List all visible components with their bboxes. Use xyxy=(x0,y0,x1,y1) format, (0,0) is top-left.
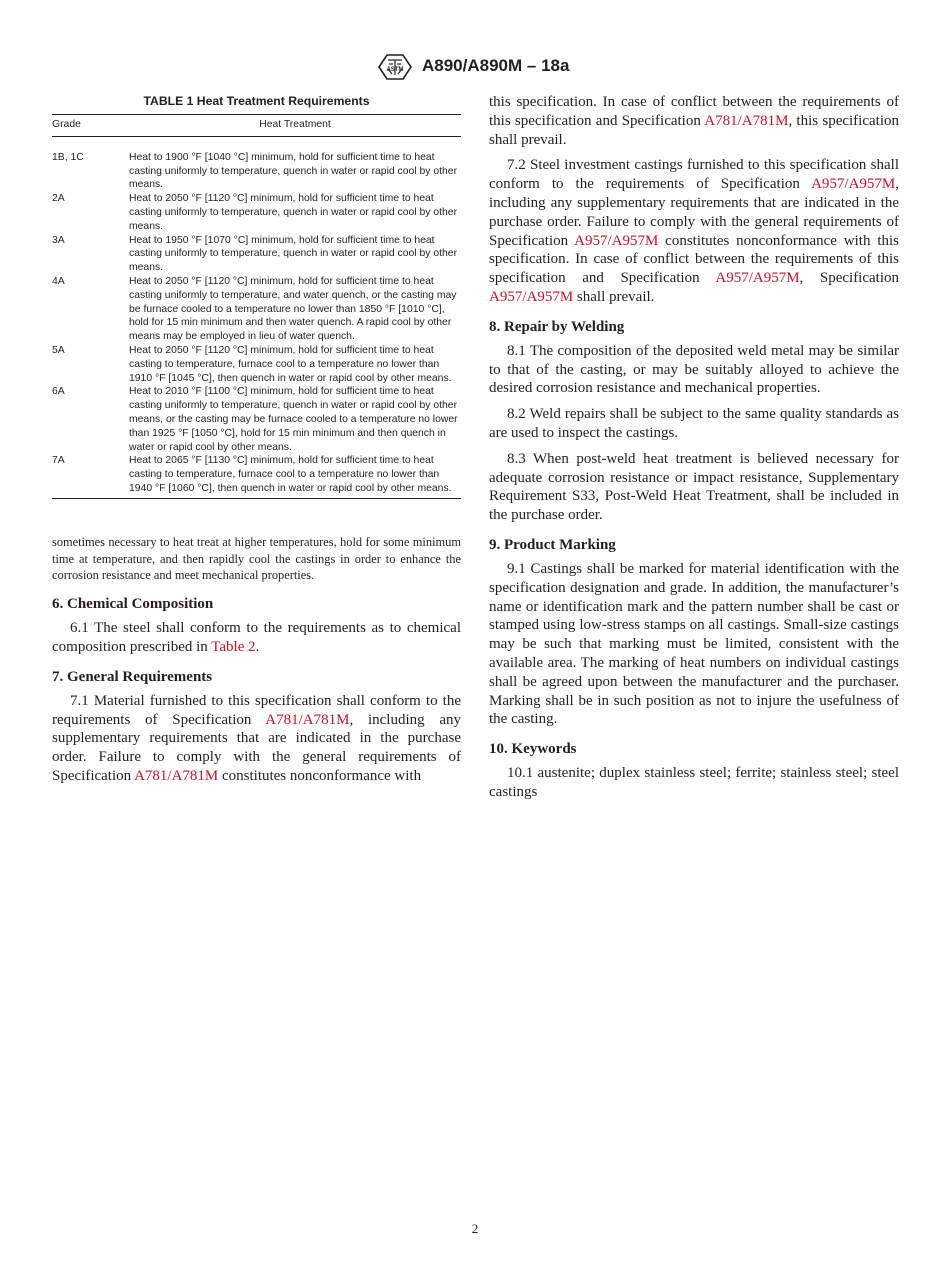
grade-cell: 2A xyxy=(52,193,65,205)
heat-treatment-cell: Heat to 2050 °F [1120 °C] minimum, hold for sufficient time to heat casting to temperature, furnace cool to a temperature no lower than 1910 °F [1045 °C], then quench in water or rapid cool by other means. xyxy=(129,344,452,384)
table-caption: TABLE 1 Heat Treatment Requirements xyxy=(143,94,370,108)
heat-treatment-cell: Heat to 2050 °F [1120 °C] minimum, hold for sufficient time to heat casting uniformly to temperature, quench in water or rapid cool by other means. xyxy=(129,193,458,232)
grade-cell: 3A xyxy=(52,234,65,246)
grade-cell: 6A xyxy=(52,386,65,398)
svg-text:ASTM: ASTM xyxy=(386,67,404,73)
page-header xyxy=(0,52,950,84)
table-row xyxy=(52,275,461,344)
paragraph-10-1: 10.1 austenite; duplex stainless steel; ferrite; stainless steel; steel castings xyxy=(489,765,899,800)
section-heading-general-requirements: 7. General Requirements xyxy=(52,668,213,685)
link-a957[interactable]: A957/A957M xyxy=(489,288,574,305)
link-a781[interactable]: A781/A781M xyxy=(265,711,350,728)
section-heading-keywords: 10. Keywords xyxy=(489,741,577,758)
right-column xyxy=(489,93,899,809)
table-row xyxy=(52,454,461,498)
link-a781[interactable]: A781/A781M xyxy=(704,112,789,129)
table-row xyxy=(52,385,461,454)
link-table-2[interactable]: Table 2 xyxy=(211,638,256,655)
link-a957[interactable]: A957/A957M xyxy=(715,270,800,287)
paragraph-9-1: 9.1 Castings shall be marked for material identification with the specification designation and grade. In addition, the manufacturer’s name or identification mark and the pattern number shall be cast or stamped using low-stress stamps on all castings. Small-size castings may be such that marking must be limited, consistent with the available area. The marking of heat numbers on individual castings shall be agreed upon between the manufacturer and the purchaser. Marking shall be in such position as not to injure the usefulness of the casting. xyxy=(489,560,899,728)
section-heading-repair-by-welding: 8. Repair by Welding xyxy=(489,318,625,335)
table-header-row xyxy=(52,115,461,137)
paragraph-7-1-continued: this specification. In case of conflict between the requirements of this specification and Specification A781/A781M, this specification shall prevail. xyxy=(489,94,899,148)
heat-treatment-cell: Heat to 2065 °F [1130 °C] minimum, hold for sufficient time to heat casting to temperature, furnace cool to a temperature no lower than 1940 °F [1060 °C], then quench in water or rapid cool by other means. xyxy=(129,454,461,498)
heat-treatment-cell: Heat to 1950 °F [1070 °C] minimum, hold for sufficient time to heat casting uniformly to temperature, quench in water or rapid cool by other means. xyxy=(129,234,458,274)
heat-treatment-table xyxy=(52,114,461,499)
paragraph-8-2: 8.2 Weld repairs shall be subject to the same quality standards as are used to inspect the castings. xyxy=(489,406,899,441)
paragraph-7-2: 7.2 Steel investment castings furnished to this specification shall conform to the requirements of Specification A957/A957M, including any supplementary requirements that are indicated in the purchase order. Failure to comply with the general requirements of Specification A957/A957M constitutes nonconformance with this specification. In case of conflict between the requirements of this specification and Specification A957/A957M, Specification A957/A957M shall prevail. xyxy=(489,157,900,305)
column-header-heat-treatment: Heat Treatment xyxy=(129,115,461,137)
document-designation: A890/A890M – 18a xyxy=(422,56,570,75)
grade-cell: 1B, 1C xyxy=(52,151,84,163)
table-row xyxy=(52,344,461,385)
grade-cell: 7A xyxy=(52,454,129,498)
link-a781[interactable]: A781/A781M xyxy=(134,767,219,784)
heat-treatment-cell: Heat to 2010 °F [1100 °C] minimum, hold for sufficient time to heat casting uniformly to temperature, quench in water or rapid cool by other means, or the casting may be furnace cooled to a temperature no lower than 1925 °F [1050 °C], hold for 15 min minimum and then quench in water or rapid cool by other means. xyxy=(129,386,458,453)
paragraph-6-1: 6.1 The steel shall conform to the requirements as to chemical composition prescribed in Table 2. xyxy=(52,620,461,655)
heat-treatment-cell: Heat to 1900 °F [1040 °C] minimum, hold for sufficient time to heat casting uniformly to temperature, quench in water or rapid cool by other means. xyxy=(129,151,458,191)
grade-cell: 4A xyxy=(52,275,65,287)
heat-treatment-cell: Heat to 2050 °F [1120 °C] minimum, hold for sufficient time to heat casting uniformly to temperature, and water quench, or the casting may be furnace cooled to a temperature no lower than 1850 °F [1010 °C], hold for 15 min minimum and then water quench. A rapid cool by other means may be employed in lieu of water quench. xyxy=(129,275,457,343)
footnote-text: sometimes necessary to heat treat at higher temperatures, hold for some minimum time at temperature, and then rapidly cool the castings in order to enhance the corrosion resistance and meet mechanical properties. xyxy=(52,534,461,583)
astm-logo-icon xyxy=(376,52,414,82)
column-header-grade: Grade xyxy=(52,115,129,137)
section-heading-chemical-composition: 6. Chemical Composition xyxy=(52,596,214,613)
paragraph-8-1: 8.1 The composition of the deposited weld metal may be similar to that of the casting, or may be suitably alloyed to achieve the desired corrosion resistance and mechanical properties. xyxy=(489,342,899,397)
table-row xyxy=(52,136,461,192)
page-number: 2 xyxy=(471,1221,479,1236)
table-row xyxy=(52,192,461,233)
grade-cell: 5A xyxy=(52,344,65,356)
paragraph-8-3: 8.3 When post-weld heat treatment is believed necessary for adequate corrosion resistance or impact resistance, Supplementary Requirement S33, Post-Weld Heat Treatment, shall be included in the purchase order. xyxy=(489,450,899,524)
table-row xyxy=(52,234,461,275)
link-a957[interactable]: A957/A957M xyxy=(811,176,896,193)
section-heading-product-marking: 9. Product Marking xyxy=(489,536,616,553)
paragraph-7-1: 7.1 Material furnished to this specification shall conform to the requirements of Specification A781/A781M, including any supplementary requirements that are indicated in the purchase order. Failure to comply with the general requirements of Specification A781/A781M constitutes nonconformance with xyxy=(52,692,461,784)
link-a957[interactable]: A957/A957M xyxy=(574,232,659,249)
left-column xyxy=(52,93,461,793)
